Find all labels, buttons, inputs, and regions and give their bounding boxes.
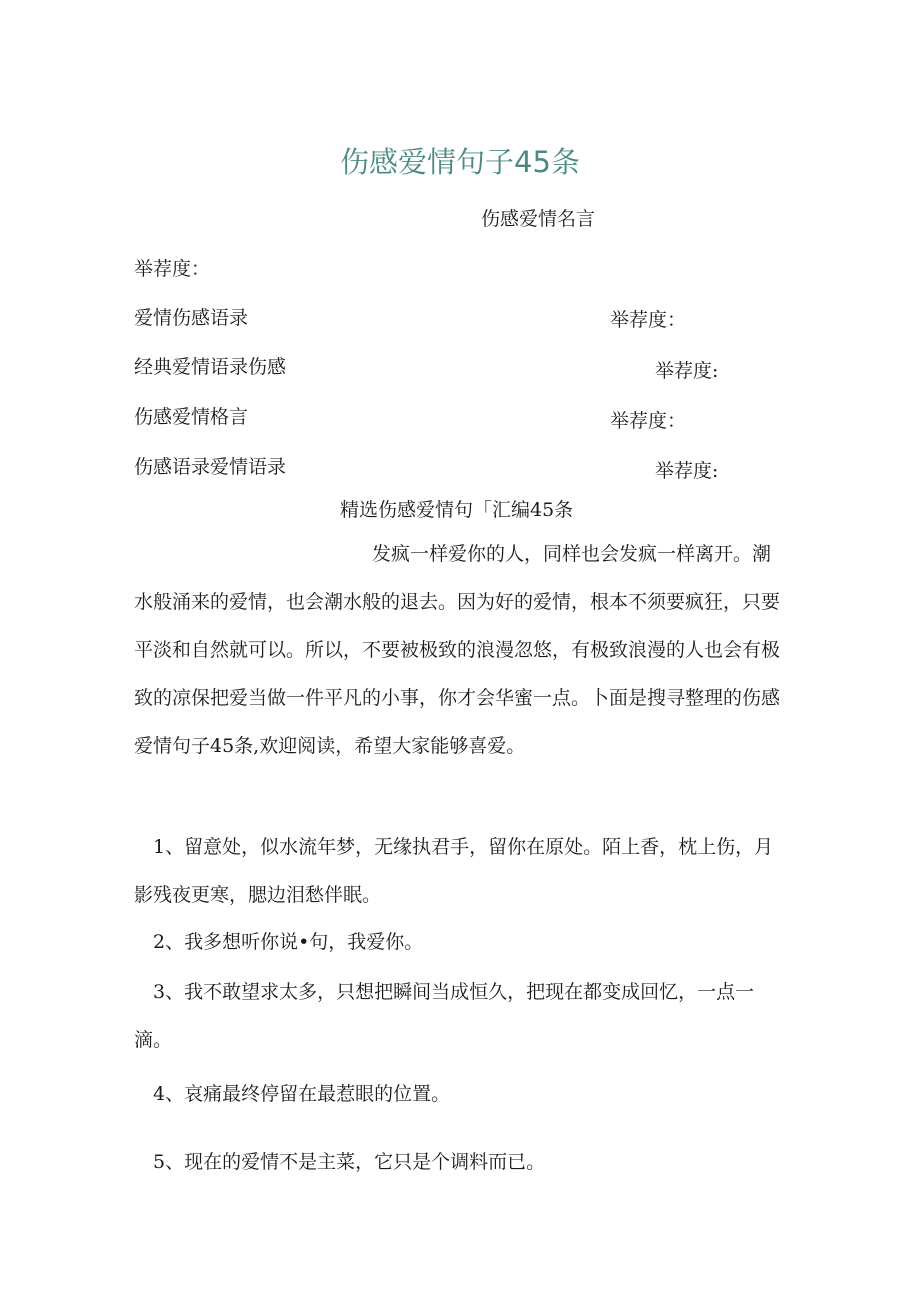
list-item-number: 1、 xyxy=(153,836,185,858)
list-item-text: 我多想听你说•句，我爱你。 xyxy=(184,931,424,953)
list-item xyxy=(134,823,789,919)
list-item xyxy=(134,918,789,966)
related-link-2[interactable]: 经典爱情语录伤感 xyxy=(134,356,287,378)
document-title: 伤感爱情句子45条 xyxy=(340,145,580,179)
list-item-number: 5、 xyxy=(153,1151,185,1173)
list-item-text: 哀痛最终停留在最惹眼的位置。 xyxy=(184,1083,451,1105)
document-subtitle: 伤感爱情名言 xyxy=(481,208,596,230)
list-item-text: 留意处，似水流年梦，无缘执君手，留你在原处。陌上香，枕上伤，月影残夜更寒，腮边泪愁伴眠。 xyxy=(134,836,774,906)
list-item-number: 4、 xyxy=(153,1083,185,1105)
list-item xyxy=(134,1070,789,1118)
recommend-label: 举荐度： xyxy=(134,258,211,280)
list-item-text: 我不敢望求太多，只想把瞬间当成恒久，把现在都变成回忆，一点一滴。 xyxy=(134,981,755,1051)
related-link-1-rating: 举荐度： xyxy=(610,309,687,331)
related-link-4[interactable]: 伤感语录爱情语录 xyxy=(134,456,287,478)
list-item-text: 现在的爱情不是主菜，它只是个调料而已。 xyxy=(184,1151,546,1173)
list-item xyxy=(134,968,789,1064)
list-item-number: 3、 xyxy=(153,981,185,1003)
intro-paragraph xyxy=(134,530,784,770)
related-link-4-rating: 举荐度: xyxy=(655,460,719,482)
related-link-2-rating: 举荐度: xyxy=(655,360,719,382)
section-heading: 精选伤感爱情句「汇编45条 xyxy=(340,499,574,521)
related-link-3-rating: 举荐度： xyxy=(610,410,687,432)
related-link-1[interactable]: 爱情伤感语录 xyxy=(134,307,249,329)
intro-text: 发疯一样爱你的人，同样也会发疯一样离开。潮水般涌来的爱情，也会潮水般的退去。因为好的爱情，根本不须要疯狂，只要平淡和自然就可以。所以，不要被极致的浪漫忽悠，有极致浪漫的人也会有极致的凉保把爱当做一件平凡的小事，你才会华蜜一点。卜面是搜寻整理的伤感爱情句子45条,欢迎阅读，希望大家能够喜爱。 xyxy=(134,543,781,757)
related-link-3[interactable]: 伤感爱情格言 xyxy=(134,406,249,428)
list-item-number: 2、 xyxy=(153,931,185,953)
list-item xyxy=(134,1138,789,1186)
